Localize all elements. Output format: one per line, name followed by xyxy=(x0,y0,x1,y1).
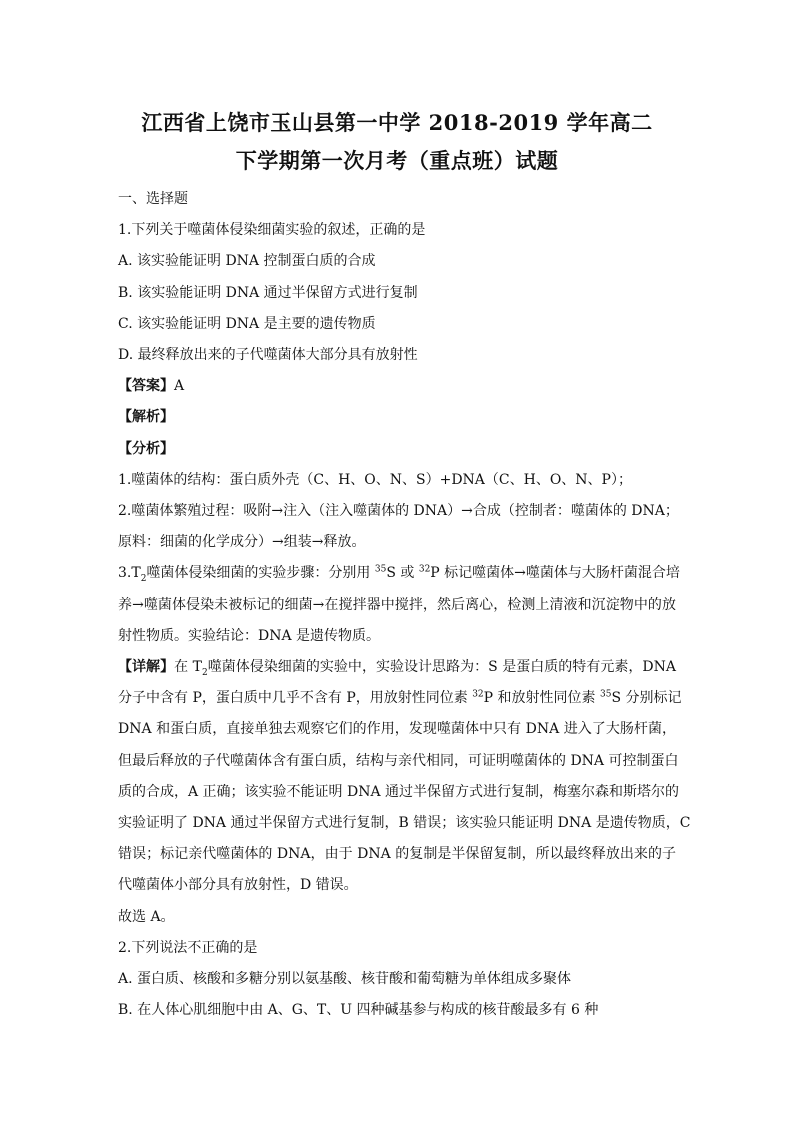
document-title-line1: 江西省上饶市玉山县第一中学 2018-2019 学年高二 xyxy=(141,110,653,135)
question-1-option-b: B. 该实验能证明 DNA 通过半保留方式进行复制 xyxy=(118,284,418,301)
analysis-label: 【解析】 xyxy=(118,409,174,426)
analysis-point-1: 1.噬菌体的结构：蛋白质外壳（C、H、O、N、S）+DNA（C、H、O、N、P）； xyxy=(118,471,632,488)
superscript: 32 xyxy=(472,689,484,700)
section-heading: 一、选择题 xyxy=(118,191,188,207)
document-title-line2: 下学期第一次月考（重点班）试题 xyxy=(235,148,559,173)
detail-line-5: 质的合成，A 正确；该实验不能证明 DNA 通过半保留方式进行复制，梅塞尔森和斯塔尔的 xyxy=(118,783,680,800)
text-segment: S 或 xyxy=(386,565,419,582)
question-1-option-c: C. 该实验能证明 DNA 是主要的遗传物质 xyxy=(118,315,376,332)
detail-line-1 xyxy=(118,652,676,683)
detail-line-4: 但最后释放的子代噬菌体含有蛋白质，结构与亲代相同，可证明噬菌体的 DNA 可控制蛋白 xyxy=(118,752,679,769)
text-segment: P 标记噬菌体→噬菌体与大肠杆菌混合培 xyxy=(430,565,680,582)
superscript: 35 xyxy=(374,564,387,575)
question-2-option-b: B. 在人体心肌细胞中由 A、G、T、U 四种碱基参与构成的核苷酸最多有 6 种 xyxy=(118,1002,599,1019)
detail-line-8: 代噬菌体小部分具有放射性，D 错误。 xyxy=(118,877,358,894)
question-1-conclusion: 故选 A。 xyxy=(118,908,175,925)
question-1-answer xyxy=(118,371,676,402)
analysis-point-2-line-1: 2.噬菌体繁殖过程：吸附→注入（注入噬菌体的 DNA）→合成（控制者：噬菌体的 DNA； xyxy=(118,503,679,520)
superscript: 32 xyxy=(418,564,431,575)
fenxi-label: 【分析】 xyxy=(118,440,174,457)
detail-line-7: 错误；标记亲代噬菌体的 DNA，由于 DNA 的复制是半保留复制，所以最终释放出来的子 xyxy=(118,846,676,863)
detail-label: 【详解】 xyxy=(118,659,175,676)
text-segment: 噬菌体侵染细菌的实验步骤：分别用 xyxy=(146,565,375,582)
subscript: 2 xyxy=(140,574,147,585)
analysis-point-3-line-1 xyxy=(118,558,680,589)
text-segment: S 分别标记 xyxy=(611,690,682,707)
superscript: 35 xyxy=(599,689,612,700)
question-1-option-a: A. 该实验能证明 DNA 控制蛋白质的合成 xyxy=(118,253,376,270)
detail-line-3: DNA 和蛋白质，直接单独去观察它们的作用，发现噬菌体中只有 DNA 进入了大肠杆菌， xyxy=(118,721,676,738)
text-segment: 3.T xyxy=(118,565,141,582)
analysis-point-3-line-3: 射性物质。实验结论：DNA 是遗传物质。 xyxy=(118,627,381,644)
text-segment: 在 T xyxy=(174,659,202,676)
answer-label: 【答案】 xyxy=(118,378,174,395)
answer-value: A xyxy=(174,378,185,395)
analysis-point-3-line-2: 养→噬菌体侵染未被标记的细菌→在搅拌器中搅拌，然后离心，检测上清液和沉淀物中的放 xyxy=(118,596,676,613)
text-segment: 分子中含有 P，蛋白质中几乎不含有 P，用放射性同位素 xyxy=(118,690,473,707)
subscript: 2 xyxy=(201,667,208,678)
question-2-stem: 2.下列说法不正确的是 xyxy=(118,939,258,956)
question-1-stem: 1.下列关于噬菌体侵染细菌实验的叙述，正确的是 xyxy=(118,222,426,239)
text-segment: P 和放射性同位素 xyxy=(483,690,600,707)
detail-line-2 xyxy=(118,683,682,714)
text-segment: 噬菌体侵染细菌的实验中，实验设计思路为：S 是蛋白质的特有元素，DNA xyxy=(207,659,677,676)
detail-line-6: 实验证明了 DNA 通过半保留方式进行复制，B 错误；该实验只能证明 DNA 是遗传物质，C xyxy=(118,815,691,832)
analysis-point-2-line-2: 原料：细菌的化学成分）→组装→释放。 xyxy=(118,534,366,551)
question-2-option-a: A. 蛋白质、核酸和多糖分别以氨基酸、核苷酸和葡萄糖为单体组成多聚体 xyxy=(118,971,572,988)
question-1-option-d: D. 最终释放出来的子代噬菌体大部分具有放射性 xyxy=(118,347,418,364)
